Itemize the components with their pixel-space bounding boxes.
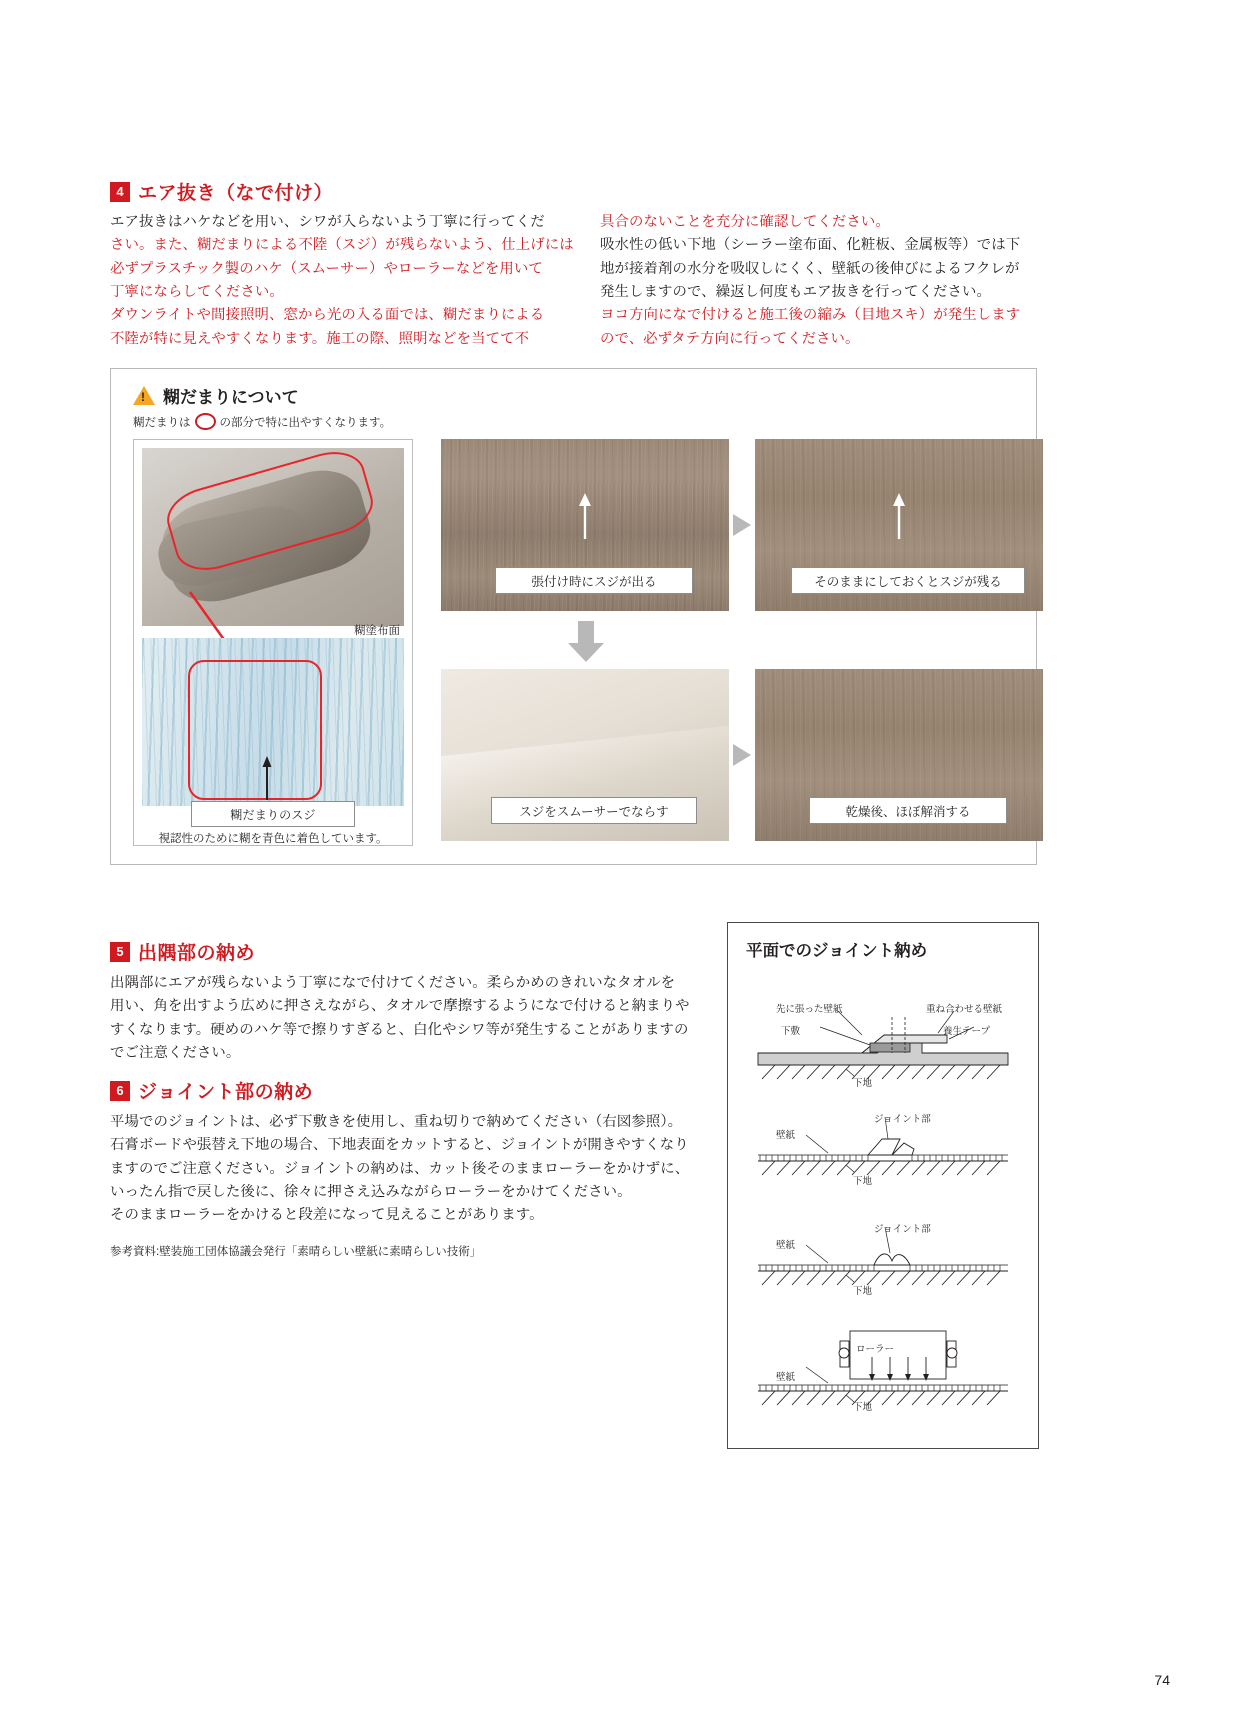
circle-marker-icon <box>195 413 216 430</box>
diagram-label-overlap-sheet: 重ね合わせる壁紙 <box>926 1004 1003 1015</box>
paragraph-line: いったん指で戻した後に、徐々に押さえ込みながらローラーをかけてください。 <box>110 1183 632 1200</box>
paragraph-line: 丁寧にならしてください。 <box>110 283 284 300</box>
section-title: エア抜き（なで付け） <box>138 183 334 204</box>
warning-icon <box>133 386 155 405</box>
paragraph-line: 平場でのジョイントは、必ず下敷きを使用し、重ね切りで納めてください（右図参照）。 <box>110 1114 683 1130</box>
paragraph-line-red: さい。また、糊だまりによる不陸（スジ）が残らないよう、仕上げには <box>110 237 574 254</box>
paragraph-line: 発生しますので、繰返し何度もエア抜きを行ってください。 <box>600 283 991 300</box>
diagram-label-masking-tape: 養生テープ <box>943 1026 991 1037</box>
paragraph-line: 地が接着剤の水分を吸収しにくく、壁紙の後伸びによるフクレが <box>600 260 1020 277</box>
up-arrow-icon <box>578 493 592 539</box>
paragraph-line <box>110 234 580 257</box>
paragraph-line: ヨコ方向になで付けると施工後の縮み（目地スキ）が発生します <box>600 307 1021 324</box>
rolled-wallpaper-photo <box>142 448 404 626</box>
section-heading-4 <box>110 178 333 205</box>
diagram-label-roller: ローラー <box>856 1344 895 1355</box>
photo-streak-appears <box>441 439 729 611</box>
glue-surface-label: 糊塗布面 <box>354 625 400 637</box>
diagram-label-substrate-2: 下地 <box>853 1176 873 1187</box>
diagram-label-wallpaper-2: 壁紙 <box>776 1130 796 1141</box>
photo-caption: スジをスムーサーでならす <box>491 797 697 824</box>
up-arrow-icon <box>262 756 272 800</box>
paragraph-line: エア抜きはハケなどを用い、シワが入らないよう丁寧に行ってくだ <box>110 214 545 230</box>
glue-panel-heading <box>133 383 299 408</box>
paragraph-line: 必ずプラスチック製のハケ（スムーサー）やローラーなどを用いて <box>110 260 543 277</box>
section4-left-column <box>110 211 580 351</box>
glue-left-photo-panel <box>133 439 413 846</box>
section-heading-6 <box>110 1077 313 1104</box>
diagram-label-substrate-1: 下地 <box>853 1078 873 1089</box>
diagram-label-backing: 下敷 <box>781 1026 801 1037</box>
photo-caption: そのままにしておくとスジが残る <box>791 567 1025 594</box>
paragraph-line: 用い、角を出すよう広めに押さえながら、タオルで摩擦するようになで付けると納まりや <box>110 998 690 1015</box>
paragraph-line: ので、必ずタテ方向に行ってください。 <box>600 330 860 347</box>
glue-subtitle-prefix: 糊だまりは <box>133 416 191 429</box>
joint-finishing-diagram-panel <box>727 922 1039 1449</box>
photo-streak-remains <box>755 439 1043 611</box>
paragraph-line: すくなります。硬めのハケ等で擦りすぎると、白化やシワ等が発生することがありますの <box>110 1021 689 1038</box>
glue-panel-subtitle <box>133 413 391 430</box>
glue-pooling-panel <box>110 368 1037 865</box>
paragraph-line: 具合のないことを充分に確認してください。 <box>600 214 890 230</box>
section-number-badge: 5 <box>110 942 130 962</box>
paragraph-line: ますのでご注意ください。ジョイントの納めは、カット後そのままローラーをかけずに、 <box>110 1160 690 1177</box>
glue-streak-caption: 糊だまりのスジ <box>191 801 355 827</box>
section-number-badge: 4 <box>110 182 130 202</box>
diagram-label-wallpaper-3: 壁紙 <box>776 1240 796 1251</box>
diagram-label-previous-sheet: 先に張った壁紙 <box>776 1004 843 1015</box>
photo-smoother-pass <box>441 669 729 841</box>
up-arrow-icon <box>892 493 906 539</box>
page-number: 74 <box>1154 1672 1170 1688</box>
glue-coated-surface-photo <box>142 638 404 806</box>
right-arrow-icon <box>731 741 753 769</box>
paragraph-line: 吸水性の低い下地（シーラー塗布面、化粧板、金属板等）では下 <box>600 237 1021 254</box>
glue-panel-title: 糊だまりについて <box>163 388 299 407</box>
glue-subtitle-suffix: の部分で特に出やすくなります。 <box>219 416 392 429</box>
diagram-label-substrate-3: 下地 <box>853 1286 873 1297</box>
down-arrow-icon <box>567 621 605 663</box>
paragraph-line: 出隅部にエアが残らないよう丁寧になで付けてください。柔らかめのきれいなタオルを <box>110 975 676 991</box>
right-arrow-icon <box>731 511 753 539</box>
diagram-title: 平面でのジョイント納め <box>746 942 928 960</box>
paragraph-line: そのままローラーをかけると段差になって見えることがあります。 <box>110 1207 544 1224</box>
reference-note: 参考資料:壁装施工団体協議会発行「素晴らしい壁紙に素晴らしい技術」 <box>110 1246 482 1258</box>
paragraph-line: 不陸が特に見えやすくなります。施工の際、照明などを当てて不 <box>110 330 530 347</box>
red-highlight-rect <box>188 660 322 800</box>
diagram-label-substrate-4: 下地 <box>853 1402 873 1413</box>
section5-body <box>110 972 720 1065</box>
photo-caption: 乾燥後、ほぼ解消する <box>809 797 1007 824</box>
photo-caption: 張付け時にスジが出る <box>495 567 693 594</box>
section-number-badge: 6 <box>110 1081 130 1101</box>
section-title: 出隅部の納め <box>138 943 256 964</box>
section6-body <box>110 1111 735 1228</box>
diagram-label-joint-2: ジョイント部 <box>874 1114 931 1125</box>
glue-left-note: 視認性のために糊を青色に着色しています。 <box>158 833 388 845</box>
paragraph-line: ダウンライトや間接照明、窓から光の入る面では、糊だまりによる <box>110 307 545 324</box>
diagram-label-wallpaper-4: 壁紙 <box>776 1372 796 1383</box>
diagram-label-joint-3: ジョイント部 <box>874 1224 931 1235</box>
section4-right-column <box>600 211 1045 351</box>
paragraph-line: 石膏ボードや張替え下地の場合、下地表面をカットすると、ジョイントが開きやすくなり <box>110 1137 689 1154</box>
section-title: ジョイント部の納め <box>138 1082 314 1103</box>
section-heading-5 <box>110 938 255 965</box>
photo-after-drying <box>755 669 1043 841</box>
paragraph-line: でご注意ください。 <box>110 1044 241 1061</box>
